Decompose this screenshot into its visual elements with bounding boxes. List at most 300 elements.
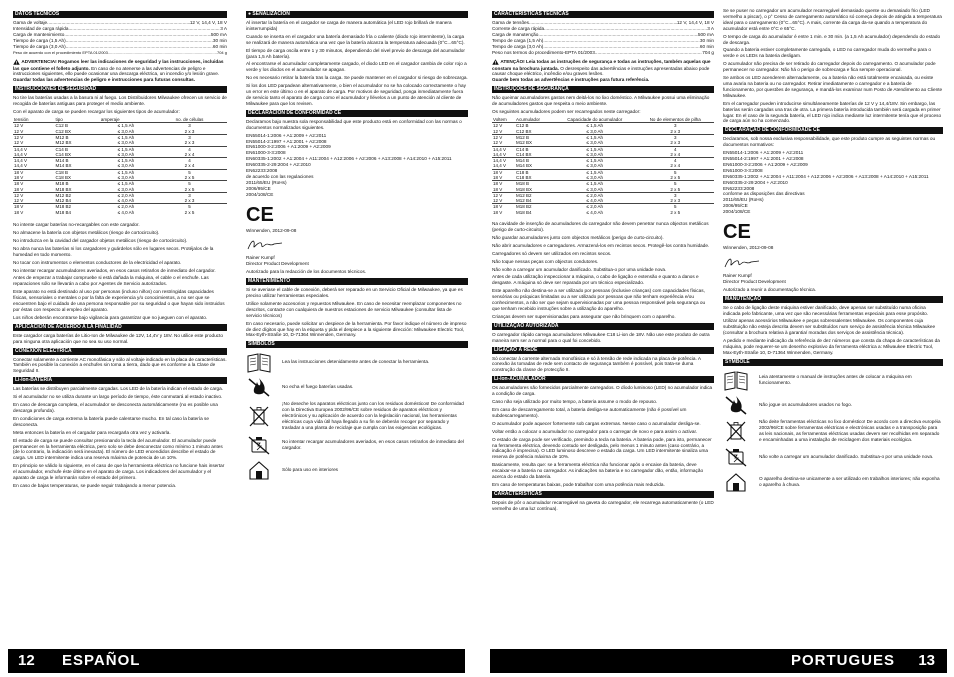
pt-safety-title: INSTRUÇÕES DE SEGURANÇA [492, 86, 714, 93]
pt-conf-text: Declaramos, sob nossa exclusiva responsabilidade, que este produto cumpre as seguintes normas ou documentos normativos: [723, 136, 936, 148]
table-cell: 18 V [493, 186, 503, 192]
table-cell: M12 B4 [55, 198, 72, 204]
table-cell: 2 x 5 [670, 186, 681, 192]
table-cell: 14,4 V [13, 158, 55, 164]
es-use-title: APLICACIÓN DE ACUERDO A LA FINALIDAD [13, 324, 227, 331]
paragraph: Em caso de descarregamento total, a bateria desliga-se automaticamente (não é possível um subdescarregamento). [492, 407, 687, 418]
table-cell: 18 V [13, 181, 55, 187]
table-cell: ≤ 4,0 Ah [117, 209, 135, 215]
paragraph: Este aparato no está destinado al uso por personas (incluso niños) con restringidas capacidades físicas, sensoriales o mentales o por la falta de experiencia y/o conocimientos, a no ser que se encuentren bajo el cuidado de una persona responsable por su seguridad o que hayan sido instruidos por éstas con respecto al empleo del aparato. [13, 289, 225, 312]
table-cell: 12 V [13, 192, 55, 198]
table-cell: M18 B4 [516, 209, 532, 215]
pt-tech-key: Corrente de carga rápida [492, 25, 545, 31]
pt-table-header: Acumulador [515, 117, 553, 123]
pt-symbol-row [723, 471, 943, 493]
table-cell: 4 [636, 158, 714, 164]
pt-elec-text: Só conectar à corrente alternada monofásica e só à tensão de rede indicada na placa de potência. A conexão às tomadas de rede sem contacto de segurança também é possível, pois trata-se duma construção da classe de protecção II. [492, 355, 701, 373]
paragraph: Crianças devem ser supervisionadas para assegurar que não brinquem com o aparelho. [492, 313, 676, 319]
pt-tech-key: Peso nos termos do procedimento-EPTA 01/2003 [492, 49, 595, 55]
table-cell: C14 B [55, 146, 100, 152]
es-warning-bold: ADVERTENCIA! Rogamos leer las indicaciones de seguridad y las instrucciones, incluidas las que contiene el folleto adjunto. [13, 59, 224, 71]
pt-tech-value: 500 mA [697, 31, 714, 37]
es-tech-key: Tiempo de carga (3,0 Ah) [13, 43, 66, 49]
table-cell: C18 B [515, 169, 553, 175]
es-liion-list [13, 386, 227, 489]
paragraph: Quando a bateria estiver completamente carregada, o LED no carregador muda do vermelho para o verde e os LEDs na bateria desligam. [723, 47, 931, 59]
table-cell: ≤ 3,0 Ah [586, 151, 603, 157]
paragraph: Se ambos os LED acenderem alternadamente, ou a bateria não está totalmente encaixada, ou existe uma avaria na bateria ou no carregador. Retirar imediatamente o carregador e a bateria de funcionamento, por questões de segurança, e mandá-los examinar num Posto de Atendimento ao Cliente Milwaukee. [723, 75, 943, 98]
es-conf-text: Declaramos bajo nuestra sola responsabilidad que este producto está en conformidad con las normas o documentos normalizados siguientes. [246, 118, 462, 130]
table-cell: 2 x 3 [184, 140, 195, 146]
read-manual-icon [723, 369, 749, 391]
pt-symbol-text: Leia atentamente o manual de instruções antes de colocar a máquina em funcionamento. [759, 373, 912, 385]
ce-mark: CE [246, 203, 274, 226]
table-cell: 2 x 5 [184, 209, 195, 215]
paragraph: Si el acumulador no se utiliza durante un largo período de tiempo, éste conmutará al estado inactivo. [13, 394, 223, 400]
table-cell: 2 x 4 [184, 163, 195, 169]
paragraph: Meta entonces la batería en el cargador para recargarla otra vez y activarla. [13, 429, 171, 435]
es-safety-p1: No tire las baterías usadas a la basura ni al fuego. Los Distribuidores Milwaukee ofrecen un servicio de recogida de baterías antiguas para proteger el medio ambiente. [13, 95, 227, 107]
pt-elec-title: LIGAÇÃO À REDE [492, 347, 714, 354]
table-cell: 12 V [493, 128, 503, 134]
es-conf-title: DECLARACION DE CONFORMIDAD CE [246, 110, 468, 117]
paragraph: Basicamente, resulta que: se a ferramenta eléctrica não funcionar após o encaixe da bateria, deve encaixar-se a bateria no carregador. As indicações na bateria e no carregador dão, então, informação acerca do estado da bateria. [492, 462, 704, 480]
paragraph: En condiciones de carga extrema la batería puede calentarse mucho. En tal caso la batería se desconecta. [13, 415, 209, 427]
table-cell: ≤ 1,5 Ah [100, 134, 152, 140]
table-cell: 12 V [14, 140, 24, 146]
table-cell: 12 V [492, 134, 515, 140]
paragraph: Las baterías se distribuyen parcialmente cargadas. Los LED de la batería indican el estado de carga. [13, 386, 224, 392]
table-cell: C18 BX [516, 174, 532, 180]
es-symbol-row [246, 351, 468, 373]
table-cell: ≤ 3,0 Ah [117, 151, 135, 157]
es-symbol-row [246, 459, 468, 481]
table-cell: M12 B2 [515, 192, 553, 198]
pt-symbol-text: O aparelho destina-se unicamente a ser utilizado em trabalhos interiores; não exponha o aparelho à chuva. [759, 475, 940, 487]
es-table-header: tensión [13, 117, 55, 123]
pt-tech-value: 3 A [707, 25, 714, 31]
paragraph: Voltar então a colocar o acumulador no carregador para o carregar de novo e para assim o activar. [492, 428, 698, 434]
table-cell: 14,4 V [492, 146, 515, 152]
es-elec-title: CONEXIÓN ELÉCTRICA [13, 348, 227, 355]
table-cell: 4 [152, 158, 227, 164]
table-cell: ≤ 1,5 Ah [117, 123, 135, 129]
table-cell: 18 V [13, 169, 55, 175]
table-cell: 12 V [14, 198, 24, 204]
table-cell: 12 V [492, 192, 515, 198]
paragraph: Al insertar la batería en el cargador se carga de manera automática (el LED rojo brillará de manera ininterrumpida) [246, 20, 452, 31]
paragraph: Este aparelho não destina-se a ser utilizado por pessoas (inclusive crianças) com capacidades físicas, sensórias ou psíquicas limitadas ou a ser utilizado por pessoas que não tenham experiência e/ou conhecimentos, a não ser que sejam supervisionadas por uma pessoa responsável pela segurança ou que tenham recebido instruções sobre a utilização do aparelho. [492, 288, 706, 311]
table-cell: 3 [636, 134, 714, 140]
es-use-text: Este cargador carga baterías de Litio-Ion de Milwaukee de 12V, 14,4V y 18V. No utilice este producto para ninguna otra aplicación que no sea su uso normal. [13, 332, 223, 344]
table-cell: ≤ 2,0 Ah [100, 204, 152, 210]
paragraph: A pedido e mediante indicação da referência de dez números que consta da chapa de características da máquina, pode requerer-se um desenho explosivo da ferramenta eléctrica a: Milwaukee Electric Tool, Max-Eyth-Straße 10, D-71364 Winnenden, Germany. [723, 338, 940, 355]
table-cell: ≤ 3,0 Ah [586, 140, 603, 146]
es-safety-title: INSTRUCCIONES DE SEGURIDAD [13, 86, 227, 93]
pt-tech-key: Gama de tensões [492, 20, 530, 25]
table-cell: 14,4 V [492, 158, 515, 164]
pt-tech-list [492, 20, 714, 55]
table-cell: ≤ 3,0 Ah [117, 128, 135, 134]
pt-warning-text: O desrespeito das advertências e instruções apresentadas abaixo pode causar choque eléctrico, incêndio e/ou graves lesões. [492, 65, 710, 77]
pt-symbol-row [723, 419, 943, 443]
paragraph: No intente cargar baterías no-recargables con este cargador. [13, 222, 140, 228]
table-cell: M18 B [515, 181, 553, 187]
es-conf-auth: Autorizado para la redacción de los documentos técnicos. [246, 269, 367, 275]
es-maint-title: MANTENIMIENTO [246, 278, 468, 285]
pt-tech-value: 60 min [699, 43, 714, 49]
es-tech-value: 12 V, 14,4 V, 18 V [189, 20, 227, 25]
table-cell: 14,4 V [14, 151, 28, 157]
paragraph: No tocar con instrumentos o elementos conductores de la electricidad el aparato. [13, 259, 182, 265]
table-cell: 12 V [493, 198, 503, 204]
es-sym-title: SÍMBOLOS [246, 341, 468, 348]
table-cell: 2 x 5 [670, 209, 681, 215]
table-cell: C12 BX [516, 128, 532, 134]
table-cell: M12 B [55, 134, 100, 140]
es-symbol-row [246, 376, 468, 398]
table-cell: ≤ 1,5 Ah [553, 158, 636, 164]
table-cell: M14 BX [516, 163, 533, 169]
es-table-header: amperaje [100, 117, 152, 123]
paragraph: Não toque nessas peças com objectos condutores. [492, 258, 599, 264]
table-cell: 5 [152, 169, 227, 175]
es-tech-title: DATOS TÉCNICOS [13, 11, 227, 18]
pt-tech-row [492, 50, 714, 56]
paragraph: Não volte a carregar um acumulador danificado. Substitua-o por uma unidade nova. [492, 266, 667, 272]
table-cell: 18 V [492, 204, 515, 210]
table-cell: ≤ 1,5 Ah [586, 123, 603, 129]
paragraph: Se se puser no carregador um acumulador recarregável demasiado quente ou demasiado frio (LED vermelho a piscar), o p° Cesso de carregamento automático só começa depois de atingida a temperatura ideal para o carregamento (0°C...65°C). A mais, corrente da carga da-se quando a temperatura do acumulador está entre 0°C e 65°C. [723, 8, 942, 31]
es-tech-key: Carga de mantenimiento [13, 31, 65, 37]
table-cell: C12 BX [55, 128, 72, 134]
pt-symbol-row [723, 394, 943, 416]
table-cell: ≤ 3,0 Ah [117, 174, 135, 180]
pt-battery-table [492, 117, 714, 215]
pt-symbol-text: Não jogue os acumuladores usados no fogo. [759, 401, 853, 407]
weee-bin-icon [723, 420, 749, 442]
table-cell: C18 BX [55, 174, 72, 180]
paragraph: Si los dos LED parpadean alternativamente, o bien el acumulador no se ha colocado correctamente o hay un error en este último o en el aparato de carga. Por motivos de seguridad, ponga inmediatamente fuera de servicio tanto el aparato de carga como el acumulador y llévelos a un punto de atención al cliente de Milwaukee para que los revisen. [246, 83, 466, 106]
table-cell: ≤ 1,5 Ah [100, 169, 152, 175]
table-cell: C12 B [55, 123, 69, 129]
table-cell: ≤ 1,5 Ah [553, 134, 636, 140]
pt-symbol-row [723, 446, 943, 468]
table-cell: M12 BX [55, 140, 72, 146]
es-sign-list [246, 20, 468, 107]
paragraph: No es necesario retirar la batería tras la carga. Se puede mantener en el cargador si riesgo de sobrecarga. [246, 75, 468, 81]
paragraph: No abra nunca las baterías ni los cargadores y guárdelos sólo en lugares secos. Protéjalos de la humedad en todo momento. [13, 245, 214, 257]
es-sign-title: ● SEÑALIZACIÓN [246, 11, 468, 18]
signature-icon [246, 237, 286, 251]
table-cell: ≤ 3,0 Ah [586, 128, 603, 134]
es-tech-row [13, 50, 227, 56]
pt-conf-norms: EN55014-1:2006 + A1:2009 + A2:2011 EN55014-2:1997 + A1:2001 + A2:2008 EN61000-3-2:2006 + A1:2009 + A2:2009 EN61000-3-3:2008 EN60335-1:2002 + A1:2004 + A11:2004 + A12:2006 + A2:2006 + A13:2008 + A14:2010 + A15:2011 EN60335-2-29:2004 + A2:2010 EN62233:2008 conforme as disposições das directivas 2011/65/EU (RoHs) 2006/95/CE 2004/108/CE [723, 150, 929, 215]
table-cell: ≤ 3,0 Ah [117, 163, 135, 169]
paragraph: Carregadores só devem ser utilizados em recintos secos. [492, 250, 612, 256]
pt-column-1 [492, 8, 714, 514]
table-cell: M18 B4 [55, 209, 72, 215]
pt-table-header: Voltem [492, 117, 515, 123]
table-cell: 2 x 3 [670, 128, 681, 134]
indoor-use-icon [246, 459, 272, 481]
pt-conf-title: DECLARAÇÃO DE CONFORMIDADE CE [723, 127, 943, 134]
es-tech-list [13, 20, 227, 55]
paragraph: O tempo de carga do acumulador é entre 1 min. e 30 min. (a 1,5 Ah acumulador) dependendo do estado de descarga. [723, 33, 941, 45]
paragraph: En caso de descarga completa, el acumulador se desconecta automáticamente (no es posible una descarga profunda). [13, 402, 218, 413]
es-tech-value: 500 mA [210, 31, 227, 37]
pt-safety-p1: Não queimar acumuladores gastos nem deitá-los no lixo doméstico. A Milwaukee possui uma eliminação de acumuladores gastos que respeita o meio ambiente. [492, 95, 710, 107]
table-cell: M18 B2 [515, 204, 553, 210]
table-cell: M14 B [55, 158, 100, 164]
paragraph: En caso de bajas temperaturas, se puede seguir trabajando a menor potencia. [13, 482, 177, 488]
paragraph: Los niños deberán encontrarse bajo vigilancia para garantizar que no jueguen con el aparato. [13, 314, 208, 320]
table-cell: M12 B4 [516, 198, 532, 204]
es-footer [8, 649, 465, 673]
table-cell: ≤ 1,5 Ah [553, 181, 636, 187]
paragraph: O estado de carga pode ser verificado, premindo a tecla na bateria. A bateria pode, para isto, permanecer na ferramenta eléctrica, devendo contudo ser desligada, pelo menos 1 minuto antes (caso contrário, a indicação é imprecisa). O LED luminoso descreve o estado da carga. Um LED intermitente sinaliza uma reserva de potência máxima de 10%. [492, 436, 712, 460]
table-cell: M14 BX [55, 163, 72, 169]
paragraph: Na cavidade de inserção de acumuladores do carregador não devem penetrar nunca objectos metálicos (perigo de curto-circuito). [492, 221, 709, 232]
table-cell: C14 B [515, 146, 553, 152]
pt-char-text: Depois de pôr o acumulador recarregável na gaveta do carregador, ele recarrega automaticamente (o LED vermelho de uma luz contínua). [492, 499, 714, 511]
table-cell: 5 [636, 181, 714, 187]
table-cell: C14 BX [55, 151, 72, 157]
es-elec-text: Conectar solamente a corriente AC monofásica y sólo al voltaje indicado en la placa de características. También es posible la conexión a enchufes sin toma a tierra, dado que es conforme a la Clase de Seguridad II. [13, 356, 227, 374]
table-cell: C14 BX [516, 151, 532, 157]
damaged-battery-icon [246, 434, 272, 456]
paragraph: O acumulador não precisa de ser retirado do carregador depois do carregamento. O acumulador pode permanecer no carregador. Não há o perigo de sobrecarga e fica sempre operacional. [723, 61, 936, 73]
pt-safety-list [492, 221, 714, 320]
table-cell: C12 B [516, 123, 529, 129]
table-cell: 14,4 V [14, 163, 28, 169]
table-cell: 2 x 3 [670, 140, 681, 146]
pt-maint-list [723, 305, 943, 356]
paragraph: El estado de carga se puede consultar presionando la tecla del acumulador. El acumulador puede permanecer en la herramienta eléctrica, pero solo se debe desconectar como mínimo 1 minuto antes (de lo contrario, la indicación será inexacta). El número de LED encendidos describe el estado de carga. Un LED intermitente indica una reserva máxima de potencia de un 10%. [13, 437, 223, 461]
es-symbol-row [246, 401, 468, 431]
es-symbol-text: ¡No deseche los aparatos eléctricos junto con los residuos domésticos! De conformidad con la Directiva Europea 2002/96/CE sobre residuos de aparatos eléctricos y electrónicos y su aplicación de acuerdo con la legislación nacional, las herramientas eléctricas cuya vida útil haya llegado a su fin se deberán recoger por separado y trasladar a una planta de reciclaje que cumpla con las exigencias ecológicas. [282, 401, 464, 430]
es-liion-title: Li-Ion-BATERÍA [13, 377, 227, 384]
pt-tech-value: 30 min [699, 37, 714, 43]
es-conf-place: Winnenden, 2012-09-08 [246, 227, 297, 233]
table-cell: 5 [152, 181, 227, 187]
table-cell: 4 [152, 146, 227, 152]
es-column-1 [13, 8, 227, 491]
pt-tech-value: 704 g [702, 49, 714, 55]
table-cell: 5 [636, 204, 714, 210]
es-tech-key: Tiempo de carga (1,5 Ah) [13, 37, 66, 43]
table-cell: 5 [636, 169, 714, 175]
paragraph: Se o cabo de ligação deste máquina estiver danificado, deve apenas ser substituído numa oficina indicada pelo fabricante, uma vez que são necessárias ferramentas especiais para esse propósito. [723, 304, 929, 316]
paragraph: Antes de empezar a trabajar compruebe si está dañada la máquina, el cable o el enchufe. Las reparaciones sólo se llevarán a cabo por Agentes de Servicio autorizados. [13, 275, 209, 287]
table-cell: 12 V [493, 123, 503, 129]
table-cell: 2 x 4 [184, 151, 195, 157]
es-table-header: no. de células [152, 117, 227, 123]
pt-use-text: O carregador rápido carrega acumuladores Milwaukee C18 Li-ion de 18V. Não use este produto de outra maneira sem ser a normal para o qual foi concebido. [492, 331, 710, 343]
table-cell: 14,4 V [13, 146, 55, 152]
pt-liion-title: Li-Ion-ACUMULADOR [492, 376, 714, 383]
table-cell: 18 V [14, 186, 24, 192]
table-cell: 18 V [493, 174, 503, 180]
paragraph: Não abrir acumuladores e carregadores. Armazená-los em recintos secos. Protegê-los contra humidade. [492, 242, 710, 248]
paragraph: El tiempo de carga oscila entre 1 y 30 minutos, dependiendo del nivel previo de descarga del acumulador (para 1,5 Ah batería). [246, 47, 465, 59]
table-cell: 3 [188, 123, 191, 129]
es-language: ESPAÑOL [62, 652, 141, 669]
es-conf-norms: EN55014-1:2006 + A1:2009 + A2:2011 EN55014-2:1997 + A1:2001 + A2:2008 EN61000-3-2:2006 + A1:2009 + A2:2009 EN61000-3-3:2008 EN60335-1:2002 + A1:2004 + A11:2004 + A12:2006 + A2:2006 + A13:2008 + A14:2010 + A15:2011 EN60335-2-29:2004 + A2:2010 EN62233:2008 de acuerdo con las regulaciones 2011/65/EU (RoHs) 2006/95/CE 2004/108/CE [246, 132, 452, 197]
paragraph: No almacene la batería con objetos metálicos (riesgo de cortocircuito). [13, 229, 160, 235]
table-cell: 18 V [492, 169, 515, 175]
table-cell: M18 BX [516, 186, 533, 192]
pt-warning-keep: Guarde bem todas as advertências e instruções para futura referência. [492, 77, 650, 83]
table-cell: ≤ 4,0 Ah [586, 198, 603, 204]
table-cell: 12 V [13, 134, 55, 140]
pt-safety-p2: Os seguintes acumuladores podem ser recarregados neste carregador: [492, 109, 641, 115]
es-tech-key: Gama de voltaje [13, 20, 48, 25]
table-cell: 18 V [492, 181, 515, 187]
table-cell: 12 V [14, 123, 24, 129]
pt-maint-title: MANUTENÇÃO [723, 296, 943, 303]
es-warning-text: En caso de no atenerse a las advertencias de peligro e instrucciones siguientes, ello puede ocasionar una descarga eléctrica, un incendio y/o lesión grave. [13, 65, 220, 77]
pt-sym-title: SYMBOLE [723, 359, 943, 366]
table-cell: 2 x 5 [670, 174, 681, 180]
paragraph: En principio se válido lo siguiente, en el caso de que la herramienta eléctrica no funcione hais insertar el acumulador, enchufe éste último en el aparato de carga. Los indicadores del acumulador y el aparato de carga le informarán sobre el estado del primero. [13, 463, 225, 481]
es-tech-key: Peso de acuerdo con el procedimiento EPTA 01/2003 [13, 49, 108, 55]
es-table-header: tipo [55, 117, 100, 123]
no-fire-icon [246, 376, 272, 398]
table-cell: 14,4 V [493, 163, 507, 169]
table-cell: ≤ 3,0 Ah [117, 140, 135, 146]
table-cell: 18 V [13, 204, 55, 210]
pt-symbol-text: Não deite ferramentas eléctricas no lixo doméstico! De acordo com a directiva européia 2002/96/CE sobre ferramentas eléctricas e electrónicas usadas e a transposição para as leis nacionais, as ferramentas eléctricas usadas devem ser recolhidas em separado e encaminhadas a uma instalação de reciclagem dos materiais ecológica. [759, 418, 941, 442]
table-cell: M14 B [515, 158, 553, 164]
table-cell: 18 V [14, 209, 24, 215]
table-cell: 18 V [493, 209, 503, 215]
es-symbol-text: Lea las instrucciones detenidamente antes de conectar la herramienta. [282, 359, 430, 365]
table-cell: ≤ 3,0 Ah [586, 186, 603, 192]
table-cell: ≤ 2,0 Ah [553, 204, 636, 210]
es-conf-name: Rainer Kumpf [246, 255, 275, 261]
table-cell: ≤ 3,0 Ah [586, 163, 603, 169]
paragraph: O acumulador pode aquecer fortemente sob cargas extremas. Nesse caso o acumulador desliga-se. [492, 420, 701, 426]
pt-use-title: UTILIZAÇÃO AUTORIZADA [492, 323, 714, 330]
table-cell: 2 x 3 [670, 198, 681, 204]
paragraph: Caso não seja utilizado por muito tempo, a bateria assume o modo de repouso. [492, 399, 658, 405]
table-cell: 2 x 4 [670, 163, 681, 169]
warning-icon [492, 59, 499, 65]
paragraph: Utilice solamente accesorios y repuestos Milwaukee. En caso de necesitar reemplazar componentes no descritos, contacte con cualquiera de nuestros estaciones de servicio Milwaukee (consultar lista de servicio técnicos) [246, 300, 462, 318]
table-cell: 2 x 5 [184, 174, 195, 180]
pt-language: PORTUGUES [790, 652, 895, 669]
pt-symbol-row [723, 369, 943, 391]
es-tech-value: 60 min [212, 43, 227, 49]
table-cell: M12 BX [516, 140, 533, 146]
pt-footer [490, 649, 947, 673]
pt-tech-key: Carga de manutenção [492, 31, 539, 37]
table-cell: 12 V [14, 128, 24, 134]
paragraph: No intentar recargar acumuladores averiados, en esos casos retirarlos de inmediato del cargador. [13, 267, 216, 273]
table-cell: C18 B [55, 169, 100, 175]
warning-icon [13, 59, 20, 65]
pt-page-number: 13 [918, 652, 935, 669]
paragraph: Si se averiase el cable de conexión, deberá ser reparado en un Servicio Oficial de Milwaukee, ya que es preciso utilizar herramientas especiales. [246, 287, 463, 298]
table-cell: M12 B [515, 134, 553, 140]
pt-tech-key: Tempo de carga (1,5 Ah) [492, 37, 544, 43]
paragraph: Não guardar acumuladores junto com objectos metálicos (perigo de curto-circuito). [492, 234, 664, 240]
pt-table-header: Capacidade do acumulador [553, 117, 636, 123]
ce-mark: CE [723, 221, 751, 244]
pt-warning [492, 59, 714, 83]
es-page-number: 12 [18, 652, 35, 669]
table-cell: 2 x 4 [670, 151, 681, 157]
pt-warning-bold: ATENÇÃO! Leia todas as instruções de segurança e todas as instruções, também aquelas que constam na brochura juntada. [492, 59, 711, 71]
pt-char-title: CARACTERÍSTICAS [492, 491, 714, 498]
paragraph: Em el carregador pueden introducirse simultáneamente baterías de 12 V y 14,4/18V. Sin embargo, las baterías serán cargadas una tras de otra. La primera batería introducida también será cargada en primer lugar. En el caso de la segunda batería, el LED rojo indica mediante luz intermitente tenía que el proceso de carga aún no ha comenzado. [723, 100, 942, 124]
pt-tech-title: CARACTERÍSTICAS TÉCNICAS [492, 11, 714, 18]
table-cell: 2 x 3 [184, 198, 195, 204]
table-cell: 5 [152, 204, 227, 210]
table-cell: 3 [673, 123, 677, 129]
es-symbol-row [246, 434, 468, 456]
table-cell: 2 x 5 [184, 186, 195, 192]
pt-symbol-text: Não volte a carregar um acumulador danificado. Substitua-o por uma unidade nova. [759, 453, 934, 459]
pt-conf-name: Rainer Kumpf [723, 272, 752, 278]
no-fire-icon [723, 394, 749, 416]
pt-conf-role: Director Product Development [723, 278, 786, 284]
pt-liion-list [492, 385, 714, 488]
table-cell: ≤ 1,5 Ah [553, 146, 636, 152]
table-cell: ≤ 3,0 Ah [117, 186, 135, 192]
table-cell: 12 V [493, 140, 503, 146]
read-manual-icon [246, 351, 272, 373]
table-cell: M18 BX [55, 186, 72, 192]
es-symbol-text: Sólo para uso en interiores [282, 466, 339, 472]
paragraph: Os acumuladores são fornecidos parcialmente carregados. O díodo luminoso (LED) no acumulador indica a condição de carga. [492, 385, 713, 397]
paragraph: Antes de cada utilização inspeccionar a máquina, o cabo de ligação e extensão e quanto a danos e desgaste. A máquina só deve ser reparada por um técnico especializado. [492, 274, 699, 286]
es-conf-role: Director Product Development [246, 261, 309, 267]
weee-bin-icon [246, 405, 272, 427]
table-cell: ≤ 1,5 Ah [553, 169, 636, 175]
table-cell: M18 B2 [55, 204, 100, 210]
es-tech-value: 30 min [212, 37, 227, 43]
table-cell: ≤ 4,0 Ah [586, 209, 603, 215]
table-cell: ≤ 3,0 Ah [586, 174, 603, 180]
paragraph: Cuando se inserta en el cargador una batería demasiado fría o caliente (diodo rojo intermitente), la carga se realizará de manera automática una vez que la batería alcanza la temperatura adecuada (0°C...65°C). [246, 33, 465, 45]
pt-conf-place: Winnenden, 2012-09-08 [723, 245, 774, 251]
es-safety-list [13, 222, 227, 321]
table-cell: M12 B2 [55, 192, 100, 198]
table-cell: ≤ 1,5 Ah [100, 158, 152, 164]
table-cell: ≤ 2,0 Ah [553, 192, 636, 198]
pt-tech-key: Tempo de carga (3,0 Ah) [492, 43, 544, 49]
table-cell: 3 [152, 134, 227, 140]
es-column-2 [246, 8, 468, 484]
signature-icon [723, 255, 763, 269]
es-symbol-text: No intentar recargar acumuladores averiados, en esos casos retirarlos de inmediato del cargador. [282, 438, 464, 450]
paragraph: En caso necesario, puede solicitar un despiece de la herramienta. Por favor indique el número de impreso de diez dígitos que hay en la etiqueta y pida el despiece a la siguiente dirección: Milwaukee Electric Tool, Max-Eyth-Straße 10, D-71364 Winnenden, Germany. [246, 320, 467, 338]
table-cell: ≤ 4,0 Ah [117, 198, 135, 204]
table-cell: 4 [636, 146, 714, 152]
paragraph: Em caso de temperaturas baixas, pode trabalhar com uma potência mais reduzida. [492, 481, 665, 487]
pt-tech-value: 12 V, 14,4 V, 18 V [676, 20, 714, 25]
es-safety-p2: Con el aparato de carga se pueden recargar los siguientes tipos de acumulador: [13, 109, 180, 115]
paragraph: No introduzca en la cavidad del cargador objetos metálicos (riesgo de cortocircuito). [13, 237, 188, 243]
pt-column-2 [723, 8, 943, 496]
pt-charging-list [723, 8, 943, 124]
table-cell: 14,4 V [493, 151, 507, 157]
table-cell: 2 x 3 [184, 128, 195, 134]
pt-table-header: No de elementos de pilha [636, 117, 714, 123]
paragraph: Utilizar apenas acessórios Milwaukee e peças sobressalentes Milwaukee. Os componentes cuja substituição não esteja descrita devem ser substituídos num serviço de assistência técnica Milwaukee (consultar a brochura relativa à garantia/ moradas dos serviços de assistência técnica). [723, 318, 936, 336]
